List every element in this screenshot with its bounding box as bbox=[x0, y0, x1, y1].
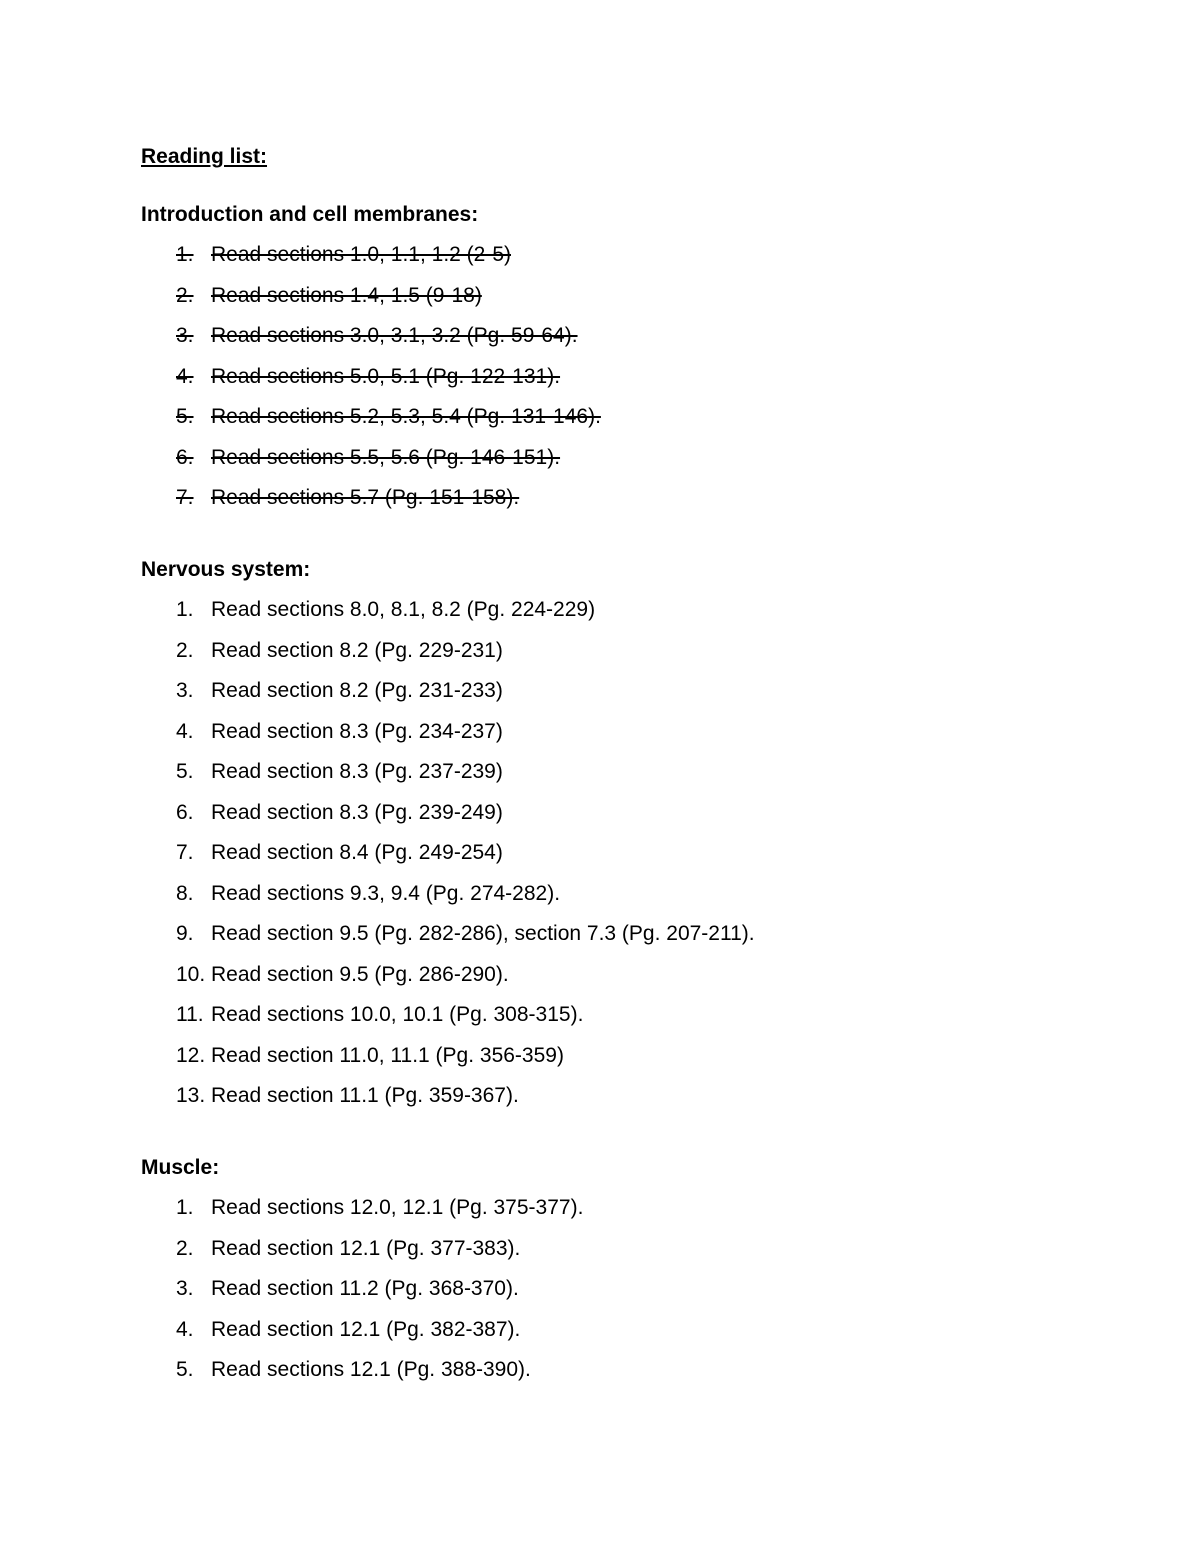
item-text: Read sections 1.0, 1.1, 1.2 (2-5) bbox=[211, 243, 511, 266]
list-item bbox=[141, 239, 1101, 271]
item-number: 7. bbox=[176, 841, 194, 864]
list-item bbox=[141, 1273, 1101, 1305]
item-text: Read section 8.3 (Pg. 239-249) bbox=[211, 800, 503, 824]
item-text: Read section 8.3 (Pg. 234-237) bbox=[211, 719, 503, 743]
item-text: Read sections 5.5, 5.6 (Pg. 146-151). bbox=[211, 445, 561, 469]
item-number: 11. bbox=[176, 1003, 204, 1026]
item-number: 4. bbox=[176, 719, 194, 743]
list-item bbox=[141, 1314, 1101, 1346]
list-item bbox=[141, 1040, 1101, 1072]
document-body bbox=[141, 141, 1101, 1395]
list-item bbox=[141, 482, 1101, 514]
item-number: 2. bbox=[176, 283, 194, 307]
section-introduction bbox=[141, 199, 1101, 514]
item-number: 6. bbox=[176, 445, 194, 469]
list-item bbox=[141, 320, 1101, 352]
list-item bbox=[141, 837, 1101, 869]
item-number: 6. bbox=[176, 800, 194, 824]
item-number: 12. bbox=[176, 1043, 206, 1067]
item-text: Read section 8.2 (Pg. 229-231) bbox=[211, 638, 503, 662]
item-text: Read section 11.1 (Pg. 359-367). bbox=[211, 1084, 519, 1107]
list-item bbox=[141, 878, 1101, 910]
item-number: 1. bbox=[176, 243, 194, 266]
list-item bbox=[141, 1233, 1101, 1265]
reading-list bbox=[141, 1192, 1101, 1386]
list-item bbox=[141, 959, 1101, 991]
list-item bbox=[141, 1354, 1101, 1386]
reading-list bbox=[141, 239, 1101, 514]
item-number: 2. bbox=[176, 638, 194, 662]
list-item bbox=[141, 999, 1101, 1031]
item-text: Read sections 5.7 (Pg. 151-158). bbox=[211, 486, 520, 509]
item-number: 8. bbox=[176, 881, 194, 905]
item-number: 3. bbox=[176, 679, 194, 702]
section-heading: Nervous system: bbox=[141, 558, 311, 581]
item-number: 5. bbox=[176, 760, 194, 783]
document-title: Reading list: bbox=[141, 145, 268, 168]
item-text: Read section 11.0, 11.1 (Pg. 356-359) bbox=[211, 1043, 564, 1067]
item-text: Read section 8.2 (Pg. 231-233) bbox=[211, 679, 503, 702]
item-number: 1. bbox=[176, 598, 194, 621]
item-number: 5. bbox=[176, 405, 194, 428]
item-text: Read sections 5.0, 5.1 (Pg. 122-131). bbox=[211, 364, 561, 388]
item-number: 13. bbox=[176, 1084, 206, 1107]
list-item bbox=[141, 442, 1101, 474]
item-text: Read sections 9.3, 9.4 (Pg. 274-282). bbox=[211, 881, 561, 905]
list-item bbox=[141, 635, 1101, 667]
list-item bbox=[141, 797, 1101, 829]
list-item bbox=[141, 918, 1101, 950]
list-item bbox=[141, 280, 1101, 312]
item-text: Read sections 5.2, 5.3, 5.4 (Pg. 131-146). bbox=[211, 405, 601, 428]
item-number: 10. bbox=[176, 962, 206, 986]
list-item bbox=[141, 361, 1101, 393]
item-text: Read section 11.2 (Pg. 368-370). bbox=[211, 1277, 519, 1300]
item-number: 5. bbox=[176, 1358, 194, 1381]
item-number: 4. bbox=[176, 1317, 194, 1341]
section-heading: Muscle: bbox=[141, 1156, 220, 1179]
item-number: 3. bbox=[176, 1277, 194, 1300]
item-text: Read section 8.4 (Pg. 249-254) bbox=[211, 841, 503, 864]
list-item bbox=[141, 594, 1101, 626]
list-item bbox=[141, 716, 1101, 748]
section-muscle bbox=[141, 1152, 1101, 1386]
list-item bbox=[141, 1080, 1101, 1112]
item-text: Read sections 8.0, 8.1, 8.2 (Pg. 224-229) bbox=[211, 598, 596, 621]
item-number: 3. bbox=[176, 324, 194, 347]
item-number: 2. bbox=[176, 1236, 194, 1260]
list-item bbox=[141, 1192, 1101, 1224]
section-heading: Introduction and cell membranes: bbox=[141, 203, 479, 226]
item-text: Read section 12.1 (Pg. 377-383). bbox=[211, 1236, 521, 1260]
item-number: 9. bbox=[176, 922, 194, 945]
item-text: Read sections 1.4, 1.5 (9-18) bbox=[211, 283, 482, 307]
item-number: 4. bbox=[176, 364, 194, 388]
list-item bbox=[141, 756, 1101, 788]
item-text: Read section 8.3 (Pg. 237-239) bbox=[211, 760, 503, 783]
item-text: Read sections 12.0, 12.1 (Pg. 375-377). bbox=[211, 1196, 584, 1219]
item-text: Read section 12.1 (Pg. 382-387). bbox=[211, 1317, 521, 1341]
section-nervous-system bbox=[141, 554, 1101, 1112]
item-number: 7. bbox=[176, 486, 194, 509]
item-text: Read sections 3.0, 3.1, 3.2 (Pg. 59-64). bbox=[211, 324, 578, 347]
reading-list bbox=[141, 594, 1101, 1112]
item-text: Read sections 10.0, 10.1 (Pg. 308-315). bbox=[211, 1003, 584, 1026]
item-text: Read sections 12.1 (Pg. 388-390). bbox=[211, 1358, 531, 1381]
list-item bbox=[141, 675, 1101, 707]
item-number: 1. bbox=[176, 1196, 194, 1219]
item-text: Read section 9.5 (Pg. 286-290). bbox=[211, 962, 509, 986]
item-text: Read section 9.5 (Pg. 282-286), section 7.3 (Pg. 207-211). bbox=[211, 922, 755, 945]
list-item bbox=[141, 401, 1101, 433]
